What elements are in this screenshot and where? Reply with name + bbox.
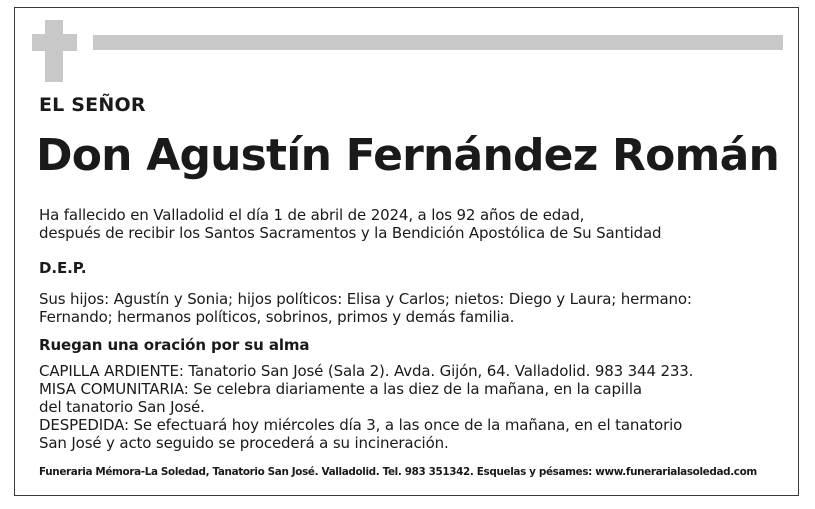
dep-label: D.E.P. [39, 259, 87, 277]
death-line: Ha fallecido en Valladolid el día 1 de abril de 2024, a los 92 años de edad, [39, 206, 585, 224]
service-details [39, 362, 693, 452]
death-line: después de recibir los Santos Sacramentos y la Bendición Apostólica de Su Santidad [39, 224, 662, 242]
funeral-home-footer: Funeraria Mémora-La Soledad, Tanatorio San José. Valladolid. Tel. 983 351342. Esquelas y pésames: www.funerarialasoledad.com [39, 466, 757, 478]
service-line-chapel: CAPILLA ARDIENTE: Tanatorio San José (Sala 2). Avda. Gijón, 64. Valladolid. 983 344 233. [39, 362, 694, 380]
cross-vertical-bar [45, 20, 63, 82]
family-line: Sus hijos: Agustín y Sonia; hijos políticos: Elisa y Carlos; nietos: Diego y Laura; hermano: [39, 290, 692, 308]
family-line: Fernando; hermanos políticos, sobrinos, primos y demás familia. [39, 308, 515, 326]
service-line-farewell-cont: San José y acto seguido se procederá a su incineración. [39, 434, 449, 452]
deceased-name: Don Agustín Fernández Román [36, 130, 780, 181]
service-line-mass: MISA COMUNITARIA: Se celebra diariamente a las diez de la mañana, en la capilla [39, 380, 642, 398]
cross-horizontal-bar [32, 34, 77, 51]
prayer-request: Ruegan una oración por su alma [39, 336, 310, 354]
service-line-mass-cont: del tanatorio San José. [39, 398, 205, 416]
family-list [39, 290, 692, 326]
honorific: EL SEÑOR [39, 94, 146, 116]
header-rule [93, 35, 783, 50]
service-line-farewell: DESPEDIDA: Se efectuará hoy miércoles día 3, a las once de la mañana, en el tanatorio [39, 416, 683, 434]
death-announcement [39, 206, 661, 242]
